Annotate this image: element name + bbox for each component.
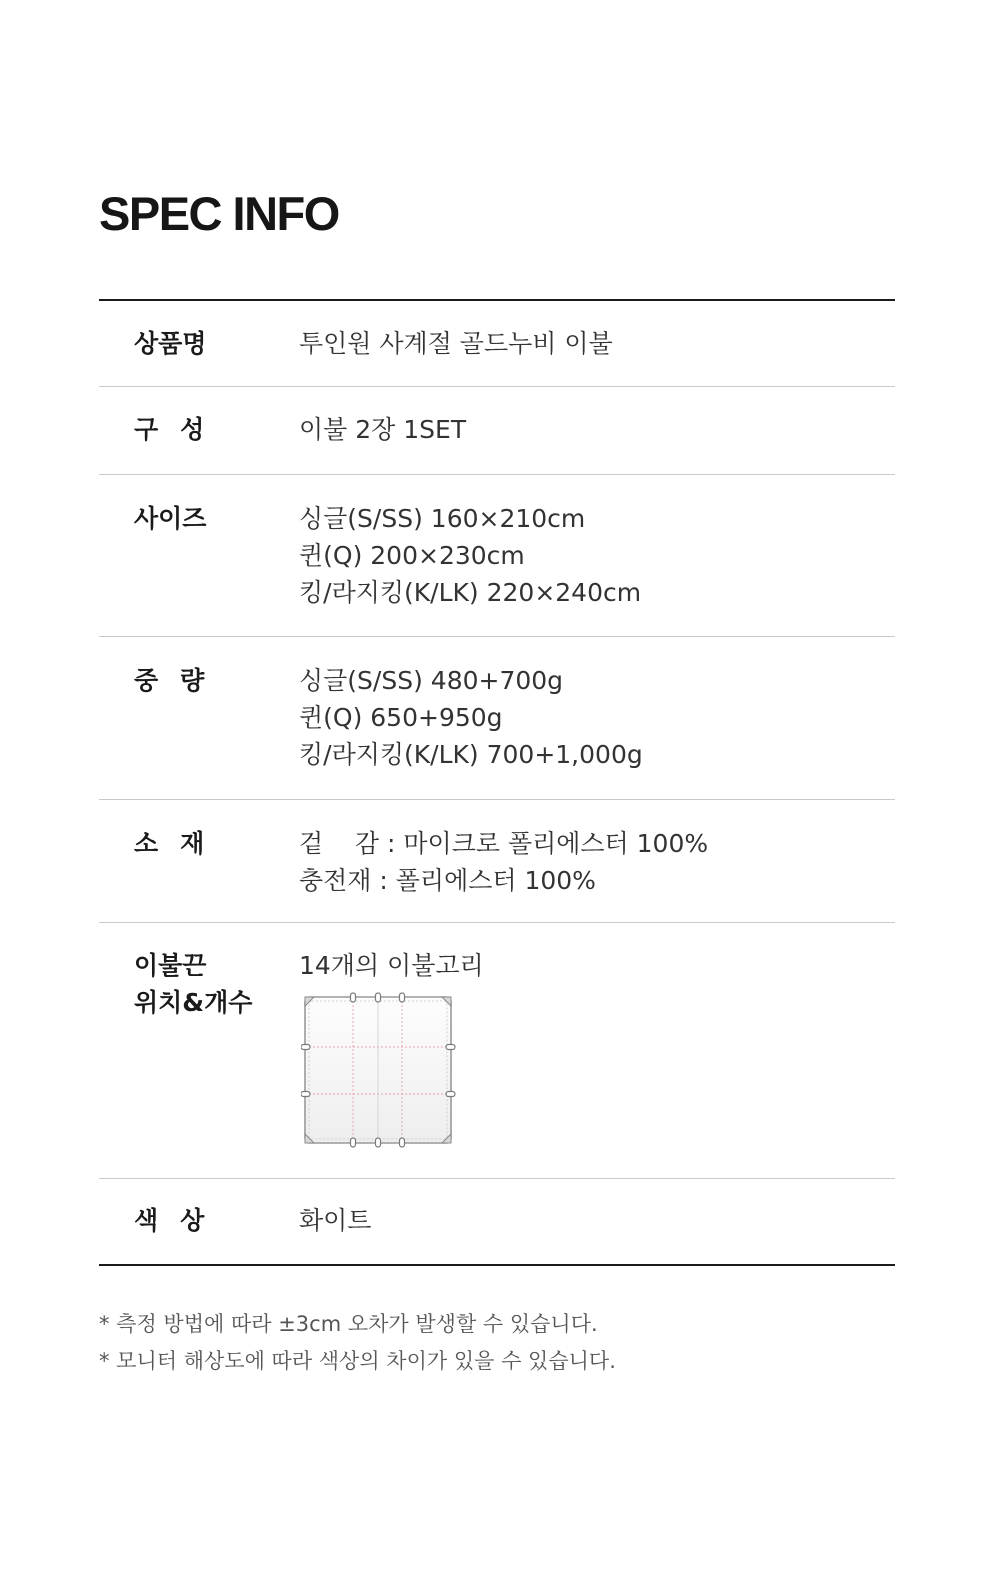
footnote-measurement: * 측정 방법에 따라 ±3cm 오차가 발생할 수 있습니다. — [99, 1312, 598, 1336]
row-size — [99, 475, 895, 637]
loops-count: 14개의 이불고리 — [299, 951, 484, 980]
footnote-monitor: * 모니터 해상도에 따라 색상의 차이가 있을 수 있습니다. — [99, 1349, 616, 1373]
label-composition: 구성 — [134, 415, 227, 444]
label-weight: 중량 — [134, 666, 227, 695]
row-loops — [99, 923, 895, 1179]
size-queen: 퀸(Q) 200×230cm — [299, 541, 525, 570]
label-color: 색상 — [134, 1206, 227, 1235]
size-king: 킹/라지킹(K/LK) 220×240cm — [299, 578, 642, 607]
value-color: 화이트 — [299, 1206, 372, 1235]
weight-king: 킹/라지킹(K/LK) 700+1,000g — [299, 740, 643, 769]
label-material: 소재 — [134, 829, 227, 858]
value-product-name: 투인원 사계절 골드누비 이불 — [299, 329, 613, 358]
row-weight — [99, 637, 895, 800]
value-weight — [299, 662, 895, 799]
weight-single: 싱글(S/SS) 480+700g — [299, 666, 564, 695]
row-material — [99, 800, 895, 923]
row-product-name — [99, 301, 895, 387]
spec-title: SPEC INFO — [99, 187, 339, 240]
row-composition — [99, 387, 895, 475]
value-size — [299, 500, 895, 636]
label-size: 사이즈 — [134, 504, 207, 533]
weight-queen: 퀸(Q) 650+950g — [299, 703, 503, 732]
value-loops — [299, 947, 895, 1178]
material-filling: 충전재 : 폴리에스터 100% — [299, 866, 596, 895]
blanket-loop-diagram — [301, 992, 457, 1150]
label-loops-line1: 이불끈 — [134, 951, 207, 980]
material-outer: 겉 감 : 마이크로 폴리에스터 100% — [299, 829, 709, 858]
row-color — [99, 1179, 895, 1264]
spec-table — [99, 299, 895, 1266]
label-loops — [99, 947, 299, 1178]
value-composition: 이불 2장 1SET — [299, 415, 467, 444]
size-single: 싱글(S/SS) 160×210cm — [299, 504, 586, 533]
label-loops-line2: 위치&개수 — [134, 988, 253, 1017]
value-material — [299, 825, 895, 922]
footnotes — [99, 1306, 616, 1380]
label-product-name: 상품명 — [134, 329, 207, 358]
